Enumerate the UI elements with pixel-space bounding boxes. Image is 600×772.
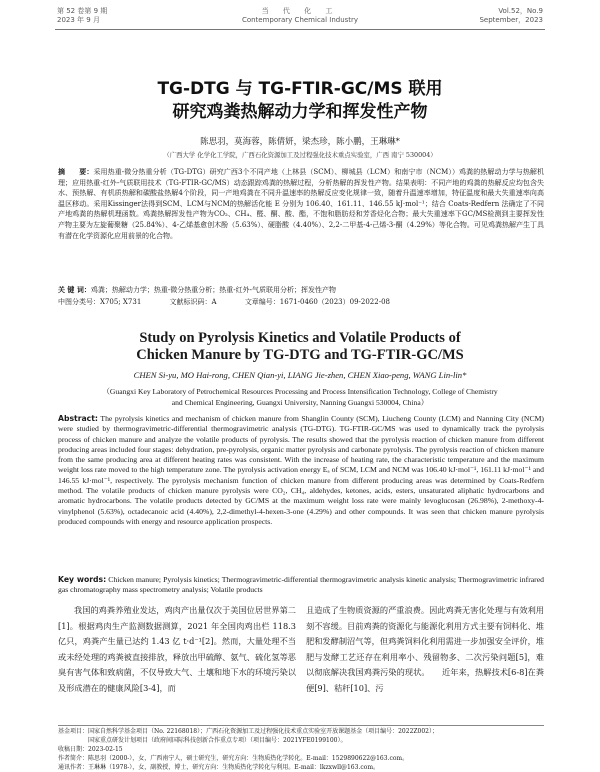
footnote-divider (58, 725, 544, 726)
abstract-cn-label: 摘 要： (58, 168, 94, 176)
keywords-cn-label: 关 键 词： (58, 286, 91, 294)
affiliation-en-line2: and Chemical Engineering, Guangxi University, Nanning Guangxi 530004, China） (171, 398, 429, 407)
header-volume-en: Vol.52，No.9 (498, 7, 543, 15)
header-volume-cn: 第 52 卷第 9 期 (57, 7, 108, 15)
footnote-received-date: 收稿日期：2023-02-15 (58, 746, 123, 753)
keywords-cn (58, 285, 544, 296)
abstract-en-text: The pyrolysis kinetics and mechanism of chicken manure from Shanglin County (SCM), Liucheng County (LCM) and Nanning City (NCM) were studied by thermogravimetric-differential thermogravimetric analysis (TG-DTG). TG-FTIR-GC/MS was used to dynamically track the pyrolysis process of chicken manure and analyze the volatile products of pyrolysis. The results showed that the pyrolysis reaction of chicken manure from different producing areas included four stages: dehydration, pre-pyrolysis, organic matter pyrolysis and carbonate pyrolysis. The pyrolysis reaction of chicken manure from the same producing area at different heating rates was consistent. With the increase of heating rate, the characteristic temperature and the maximum weight loss rate moved to the high temperature zone. The pyrolysis activation energy Eₐ of SCM, LCM and NCM was 106.40 kJ·mol⁻¹, 161.11 kJ·mol⁻¹ and 146.55 kJ·mol⁻¹, respectively. The pyrolysis mechanism function of chicken manure from different producing areas was determined by Coats-Redfern method. The volatile products of chicken manure pyrolysis were CO₂, CH₄, aldehydes, ketones, acids, esters, unsaturated aliphatic hydrocarbons and aromatic hydrocarbons. The volatile products detected by GC/MS at the maximum weight loss rate were mainly levoglucosan (26.98%), 2-methoxy-4-vinylphenol (5.63%), octadecanoic acid (4.40%), 2,2-dimethyl-4-hexen-3-one (4.29%) and other compounds. It was seen that chicken manure pyrolysis produced compounds with energy and resource application prospects. (58, 414, 544, 526)
abstract-en (58, 414, 544, 527)
title-en-line1: Study on Pyrolysis Kinetics and Volatile Products of (139, 330, 461, 346)
affiliation-cn: （广西大学 化学化工学院，广西石化资源加工及过程强化技术重点实验室，广西 南宁 530004） (163, 151, 437, 159)
abstract-cn (58, 167, 544, 241)
footnote-funding-cont: 国家重点研发计划项目（政府间国际科技创新合作重点专项）（项目编号：2021YFE0199100）。 (58, 737, 347, 744)
abstract-en-label: Abstract: (58, 414, 98, 423)
journal-issue-en (479, 7, 543, 25)
document-code: 文献标识码：A (169, 298, 217, 306)
title-cn-line2: 研究鸡粪热解动力学和挥发性产物 (172, 102, 428, 122)
footnote-author-bio: 作者简介：陈思羽（2000-），女，广西南宁人，硕士研究生，研究方向：生物质热化学转化。E-mail：1529890622@163.com。 (58, 755, 409, 762)
journal-name-en: Contemporary Chemical Industry (241, 16, 359, 24)
article-number: 文章编号：1671-0460（2023）09-2022-08 (244, 298, 390, 306)
keywords-cn-text: 鸡粪；热解动力学；热重-微分热重分析；热重-红外-气质联用分析；挥发性产物 (90, 286, 336, 294)
title-en-line2: Chicken Manure by TG-DTG and TG-FTIR-GC/MS (136, 347, 464, 363)
footnotes (58, 727, 544, 772)
keywords-en-text: Chicken manure; Pyrolysis kinetics; Thermogravimetric-differential thermogravimetric analysis kinetic analysis; Thermogravimetric infrared gas chromatography mass spectrometry analysis; Volatile products (58, 575, 545, 595)
header-date-cn: 2023 年 9 月 (57, 16, 100, 24)
footnote-corresponding-author: 通讯作者：王琳琳（1978-），女，副教授，博士，研究方向：生物质热化学转化与利用。E-mail：lkzxwll@163.com。 (58, 764, 380, 771)
footnote-funding: 基金项目：国家自然科学基金项目（No. 22168018）；广西石化资源加工及过程强化技术重点实验室开放课题基金（项目编号：2022Z002）； (58, 728, 439, 735)
authors-cn: 陈思羽，莫海蓉，陈倩妍，梁杰珍，陈小鹏，王琳琳* (200, 137, 400, 147)
journal-name-cn: 当 代 化 工 (261, 7, 339, 15)
header-date-en: September，2023 (479, 16, 543, 24)
affiliation-en-line1: （Guangxi Key Laboratory of Petrochemical Resources Processing and Process Intensification Technology, College of Chemistry (102, 387, 498, 396)
body-column-left: 我国的鸡粪养殖业发达，鸡肉产出量仅次于美国位居世界第二[1]。根据鸡肉生产监测数据测算，2021 年全国肉鸡出栏 118.3 亿只，鸡粪产生量已达约 1.43 亿 t·d⁻¹[2]。然而，大量处理不当或未经处理的鸡粪被直接排放，释放出甲硫醇、氨气、硫化氢等恶臭有害气体和致病菌，不仅导致大气、土壤和地下水的环境污染以及形成潜在的健康风险[3-4]，而 (58, 605, 296, 693)
authors-en: CHEN Si-yu, MO Hai-rong, CHEN Qian-yi, LIANG Jie-zhen, CHEN Xiao-peng, WANG Lin-lin* (133, 370, 467, 380)
abstract-cn-text: 采用热重-微分热重分析（TG-DTG）研究广西3个不同产地（上林县（SCM）、柳城县（LCM）和南宁市（NCM））鸡粪的热解动力学与热解机理；应用热重-红外-气质联用技术（TG-FTIR-GC/MS）动态跟踪鸡粪的热解过程，分析热解的挥发性产物。结果表明：不同产地的鸡粪的热解反应均包含失水、预热解、有机质热解和碳酸盐热解4个阶段，同一产地鸡粪在不同升温速率的热解反应变化规律一致，随着升温速率增加，特征温度和最大失重速率向高温区移动。采用Kissinger法得到SCM、LCM与NCM的热解活化能 E 分别为 106.40、161.11、146.55 kJ·mol⁻¹；结合 Coats-Redfern 法确定了不同产地鸡粪的热解机理函数。鸡粪热解挥发性产物为CO₂、CH₄、醛、酮、酸、酯，不饱和脂肪烃和芳香烃化合物；最大失重速率下GC/MS检测到主要挥发性产物主要为左旋葡聚糖（25.84%）、4-乙烯基愈创木酚（5.63%）、硬脂酸（4.40%）、2,2-二甲基-4-己烯-3-酮（4.29%）等化合物。可见鸡粪热解产生丁具有潜在化学资源化应用前景的化合物。 (58, 168, 544, 240)
meta-cn (58, 297, 544, 308)
header-divider (55, 29, 545, 30)
keywords-en-label: Key words: (58, 575, 107, 584)
title-cn-line1: TG-DTG 与 TG-FTIR-GC/MS 联用 (157, 79, 443, 99)
keywords-en (58, 575, 544, 596)
body-column-right: 且造成了生物质资源的严重浪费。因此鸡粪无害化处理与有效利用刻不容缓。目前鸡粪的资源化与能源化利用方式主要有饲料化、堆肥和发酵制沼气等，但鸡粪饲料化利用需进一步加强安全评价，堆肥与发酵工艺还存在利用率小、残留物多、二次污染问题[5]，难以彻底解决我国鸡粪污染的现状。 近年来，热解技术[6-8]在粪便[9]、秸秆[10]、污 (306, 605, 544, 693)
clc-number: 中图分类号：X705; X731 (58, 298, 142, 306)
